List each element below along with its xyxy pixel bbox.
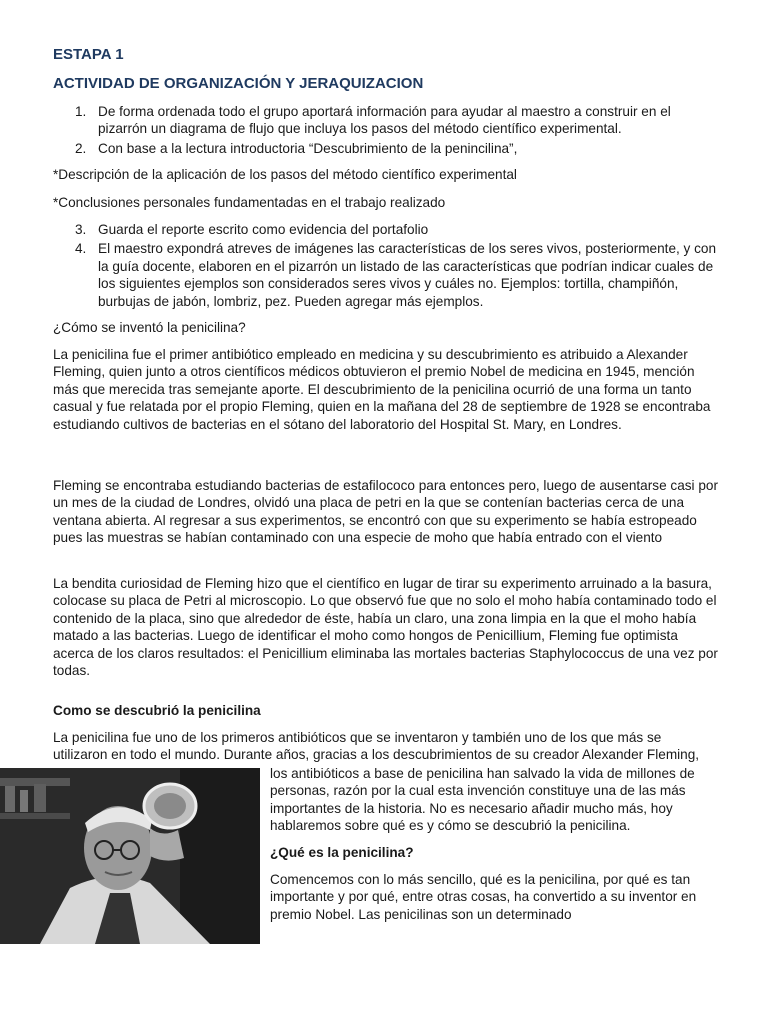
activity-list-part-2 xyxy=(53,221,718,312)
list-item-text: Con base a la lectura introductoria “Descubrimiento de la penincilina”, xyxy=(98,140,518,156)
activity-title: ACTIVIDAD DE ORGANIZACIÓN Y JERAQUIZACION xyxy=(53,75,424,92)
list-item-text: De forma ordenada todo el grupo aportará información para ayudar al maestro a construir en el pizarrón un diagrama de flujo que incluya los pasos del método científico experimental. xyxy=(98,104,671,137)
list-item-number: 4. xyxy=(75,241,87,257)
activity-list-part-1 xyxy=(53,103,718,159)
fleming-photo-graphic xyxy=(0,768,260,944)
list-item-number: 3. xyxy=(75,222,87,237)
note-conclusions: *Conclusiones personales fundamentadas en el trabajo realizado xyxy=(53,195,446,210)
list-item-number: 2. xyxy=(75,140,87,156)
list-item xyxy=(53,103,718,138)
paragraph-4-side: los antibióticos a base de penicilina han salvado la vida de millones de personas, razón por la cual esta invención constituye una de las más importantes de la historia. No es necesario añadir mucho más, hoy hablaremos sobre qué es y cómo se descubrió la penicilina. xyxy=(270,766,695,834)
paragraph-3: La bendita curiosidad de Fleming hizo que el científico en lugar de tirar su experimento arruinado a la basura, colocase su placa de Petri al microscopio. Lo que observó fue que no solo el moho había contaminado todo el contenido de la placa, sino que alrededor de éste, había un claro, una zona limpia en la que el moho había matado a las bacterias. Luego de identificar el moho como hongos de Penicillium, Fleming fue optimista acerca de los claros resultados: el Penicillium eliminaba las mortales bacterias Staphylococcus de una vez por todas. xyxy=(53,576,718,679)
list-item-text: El maestro expondrá atreves de imágenes las características de los seres vivos, posteriormente, y con la guía docente, elaboren en el pizarrón un listado de las características que podrían indicar cuales de los siguientes ejemplos son considerados seres vivos y cuáles no. Ejemplos: tortilla, champiñón, burbujas de jabón, lombriz, pez. Pueden agregar más ejemplos. xyxy=(98,241,717,309)
paragraph-4-top: La penicilina fue uno de los primeros antibióticos que se inventaron y también uno de los que más se utilizaron en todo el mundo. Durante años, gracias a los descubrimientos de su creador Alexander Fleming, xyxy=(53,730,700,763)
list-item-number: 1. xyxy=(75,104,87,119)
paragraph-2: Fleming se encontraba estudiando bacterias de estafilococo para entonces pero, luego de ausentarse casi por un mes de la ciudad de Londres, olvidó una placa de petri en la que se contenían bacterias cerca de una ventana abierta. Al regresar a sus experimentos, se encontró con que su experimento se había estropeado pues las muestras se habían contaminado con una especie de moho que había entrado con el viento xyxy=(53,478,719,546)
list-item xyxy=(53,140,718,157)
list-item xyxy=(53,240,718,310)
stage-title: ESTAPA 1 xyxy=(53,46,124,63)
note-description: *Descripción de la aplicación de los pasos del método científico experimental xyxy=(53,167,517,182)
paragraph-5: Comencemos con lo más sencillo, qué es la penicilina, por qué es tan importante y por qué, entre otras cosas, ha convertido a su inventor en premio Nobel. Las penicilinas son un determinado xyxy=(270,872,697,922)
paragraph-1: La penicilina fue el primer antibiótico empleado en medicina y su descubrimiento es atribuido a Alexander Fleming, quien junto a otros científicos médicos obtuvieron el premio Nobel de medicina en 1945, mención más que merecida tras semejante aporte. El descubrimiento de la penicilina ocurrió de una forma un tanto casual y fue relatada por el propio Fleming, quien en la mañana del 28 de septiembre de 1928 se encontraba estudiando cultivos de bacterias en el sótano del laboratorio del Hospital St. Mary, en Londres. xyxy=(53,347,711,432)
subhead-what: ¿Qué es la penicilina? xyxy=(270,845,414,860)
list-item-text: Guarda el reporte escrito como evidencia del portafolio xyxy=(98,222,429,237)
fleming-photo xyxy=(0,768,260,944)
subhead-discovered: Como se descubrió la penicilina xyxy=(53,703,261,718)
list-item xyxy=(53,221,718,238)
question-invent: ¿Cómo se inventó la penicilina? xyxy=(53,320,246,335)
